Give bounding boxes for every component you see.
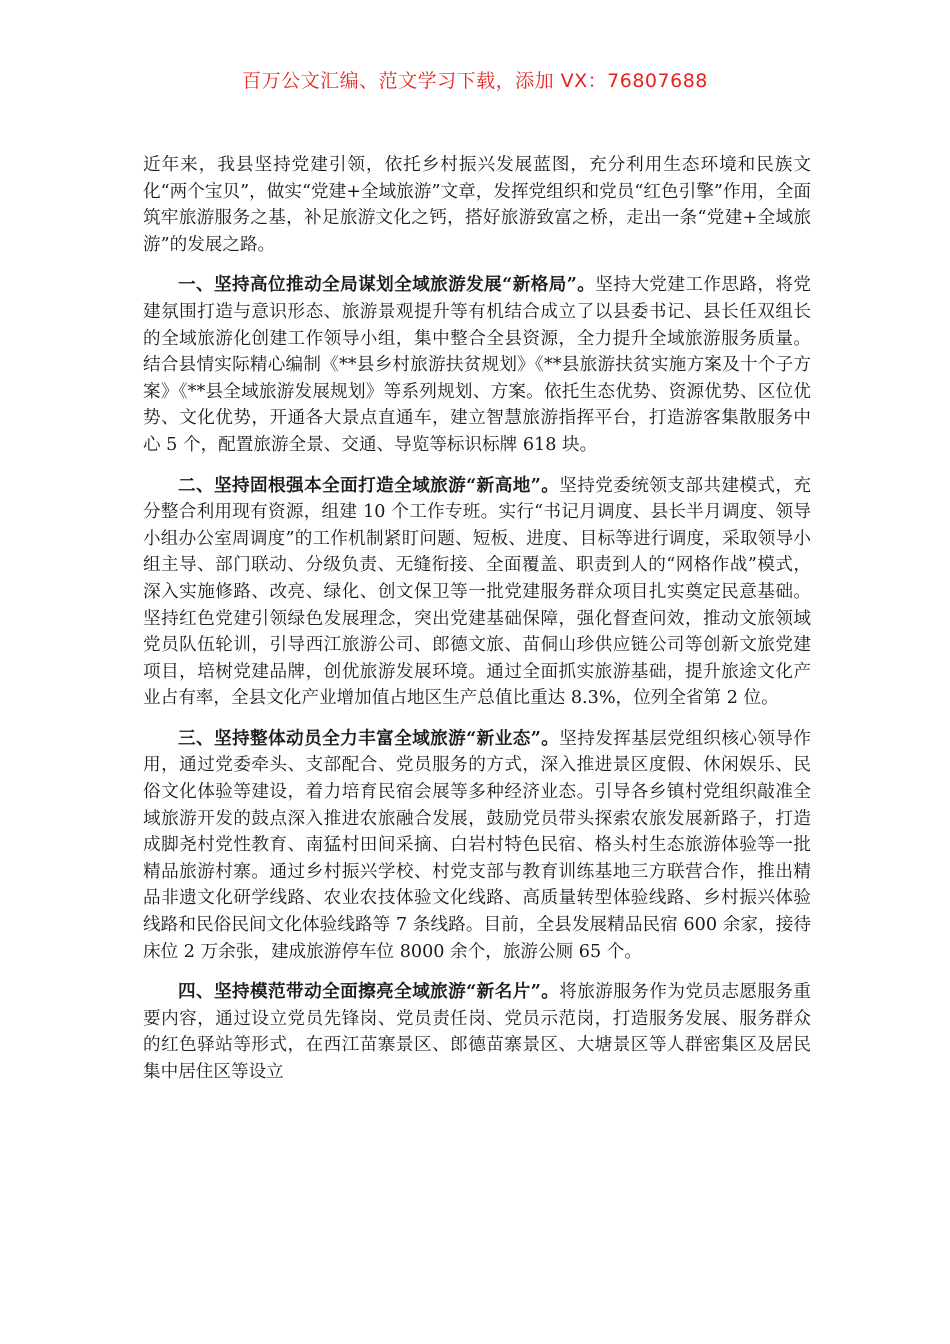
- section-text-1: 坚持大党建工作思路，将党建氛围打造与意识形态、旅游景观提升等有机结合成立了以县委书记、县长任双组长的全域旅游化创建工作领导小组，集中整合全县资源，全力提升全域旅游服务质量。结合县情实际精心编制《**县乡村旅游扶贫规划》《**县旅游扶贫实施方案及十个子方案》《**县全域旅游发展规划》等系列规划、方案。依托生态优势、资源优势、区位优势、文化优势，开通各大景点直通车，建立智慧旅游指挥平台，打造游客集散服务中心 5 个，配置旅游全景、交通、导览等标识标牌 618 块。: [143, 275, 811, 455]
- section-heading-4: 四、坚持模范带动全面擦亮全域旅游“新名片”。: [178, 981, 560, 1003]
- section-heading-2: 二、坚持固根强本全面打造全域旅游“新高地”。: [178, 474, 560, 496]
- section-paragraph-4: [143, 979, 811, 1085]
- section-paragraph-3: [143, 726, 811, 965]
- section-text-4: 将旅游服务作为党员志愿服务重要内容，通过设立党员先锋岗、党员责任岗、党员示范岗，打造服务发展、服务群众的红色驿站等形式，在西江苗寨景区、郎德苗寨景区、大塘景区等人群密集区及居民集中居住区等设立: [143, 982, 811, 1082]
- section-heading-3: 三、坚持整体动员全力丰富全域旅游“新业态”。: [178, 727, 560, 749]
- document-body: [143, 152, 811, 1100]
- section-paragraph-1: [143, 272, 811, 458]
- section-text-2: 坚持党委统领支部共建模式，充分整合利用现有资源，组建 10 个工作专班。实行“书记月调度、县长半月调度、领导小组办公室周调度”的工作机制紧盯问题、短板、进度、目标等进行调度，采取领导小组主导、部门联动、分级负责、无缝衔接、全面覆盖、职责到人的“网格作战”模式，深入实施修路、改亮、绿化、创文保卫等一批党建服务群众项目扎实奠定民意基础。坚持红色党建引领绿色发展理念，突出党建基础保障，强化督查问效，推动文旅领域党员队伍轮训，引导西江旅游公司、郎德文旅、苗侗山珍供应链公司等创新文旅党建项目，培树党建品牌，创优旅游发展环境。通过全面抓实旅游基础，提升旅途文化产业占有率，全县文化产业增加值占地区生产总值比重达 8.3%，位列全省第 2 位。: [143, 475, 811, 709]
- section-paragraph-2: [143, 473, 811, 712]
- watermark-header: 百万公文汇编、范文学习下载，添加 VX：76807688: [242, 70, 708, 92]
- section-text-3: 坚持发挥基层党组织核心领导作用，通过党委牵头、支部配合、党员服务的方式，深入推进景区度假、休闲娱乐、民俗文化体验等建设，着力培育民宿会展等多种经济业态。引导各乡镇村党组织敲准全域旅游开发的鼓点深入推进农旅融合发展，鼓励党员带头探索农旅发展新路子，打造成脚尧村党性教育、南猛村田间采摘、白岩村特色民宿、格头村生态旅游体验等一批精品旅游村寨。通过乡村振兴学校、村党支部与教育训练基地三方联营合作，推出精品非遗文化研学线路、农业农技体验文化线路、高质量转型体验线路、乡村振兴体验线路和民俗民间文化体验线路等 7 条线路。目前，全县发展精品民宿 600 余家，接待床位 2 万余张，建成旅游停车位 8000 余个，旅游公厕 65 个。: [143, 728, 811, 962]
- intro-paragraph: 近年来，我县坚持党建引领，依托乡村振兴发展蓝图，充分利用生态环境和民族文化“两个宝贝”，做实“党建+全域旅游”文章，发挥党组织和党员“红色引擎”作用，全面筑牢旅游服务之基，补足旅游文化之钙，搭好旅游致富之桥，走出一条“党建+全域旅游”的发展之路。: [143, 155, 811, 255]
- section-heading-1: 一、坚持高位推动全局谋划全域旅游发展“新格局”。: [178, 274, 596, 296]
